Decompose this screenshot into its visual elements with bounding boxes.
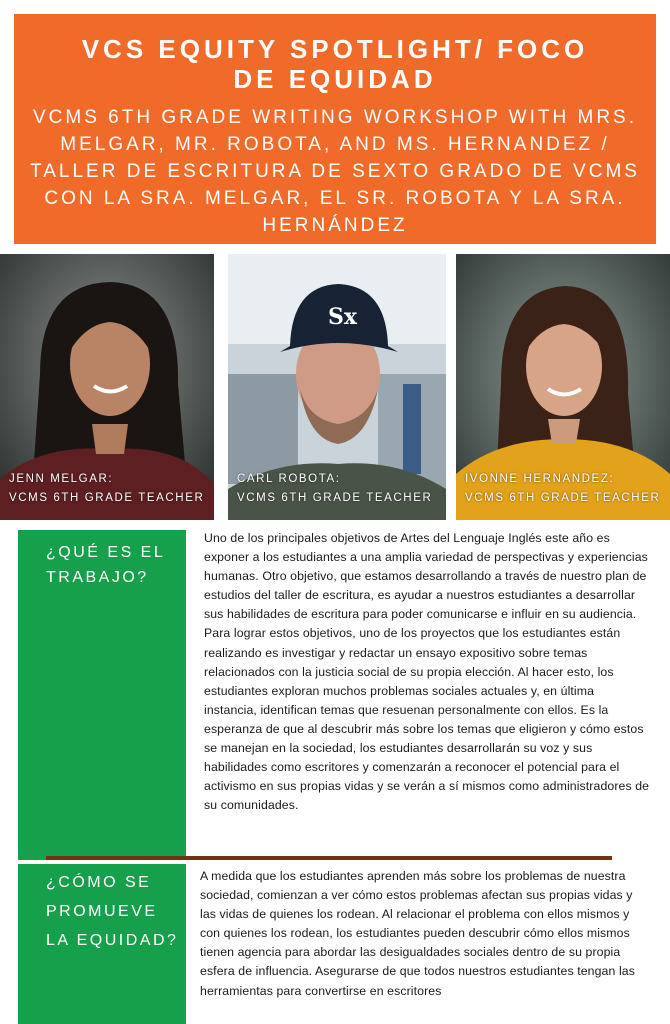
section-title-equity: ¿CÓMO SE PROMUEVE LA EQUIDAD? bbox=[46, 874, 179, 949]
section-body-work: Uno de los principales objetivos de Artes del Lenguaje Inglés este año es exponer a los estudiantes a una amplia variedad de perspectivas y experiencias humanas. Otro objetivo, que estamos desarrollando a través de nuestro plan de estudios del taller de escritura, es ayudar a nuestros estudiantes a desarrollar sus habilidades de escritura para poder comunicarse e influir en su audiencia. Para lograr estos objetivos, uno de los proyectos que los estudiantes están realizando es investigar y redactar un ensayo expositivo sobre temas relacionados con la justicia social de su propia elección. Al hacer esto, los estudiantes exploran muchos problemas sociales actuales y, en última instancia, identifican temas que resuenan personalmente con ellos. Es la esperanza de que al descubrir más sobre los temas que eligieron y cómo estos se manejan en la sociedad, los estudiantes desarrollarán su voz y sus habilidades como escritores y comenzarán a reconocer el potencial para el activismo en sus propias vidas y se verán a sí mismos como administradores de su comunidades. bbox=[204, 531, 650, 813]
teacher-photo-robota bbox=[228, 254, 446, 520]
header-banner bbox=[14, 14, 656, 244]
section-title-work: ¿QUÉ ES EL TRABAJO? bbox=[46, 544, 165, 586]
teacher-name: CARL ROBOTA: bbox=[237, 473, 341, 485]
cap-logo-icon: Sx bbox=[328, 304, 358, 330]
teacher-photo-hernandez bbox=[456, 254, 670, 520]
teacher-role: VCMS 6TH GRADE TEACHER bbox=[237, 492, 433, 504]
teacher-name: IVONNE HERNANDEZ: bbox=[465, 473, 615, 485]
teacher-role: VCMS 6TH GRADE TEACHER bbox=[465, 492, 661, 504]
section-body-equity: A medida que los estudiantes aprenden más sobre los problemas de nuestra sociedad, comienzan a ver cómo estos problemas afectan sus propias vidas y las vidas de quienes los rodean. Al relacionar el problema con ellos mismos y con quienes los rodean, los estudiantes pueden descubrir cómo ellos mismos tienen agencia para abordar las desigualdades sociales dentro de su propia esfera de influencia. Asegurarse de que todos nuestros estudiantes tengan las herramientas para convertirse en escritores bbox=[200, 869, 635, 998]
page-subtitle: VCMS 6TH GRADE WRITING WORKSHOP WITH MRS. MELGAR, MR. ROBOTA, AND MS. HERNANDEZ / TALLER DE ESCRITURA DE SEXTO GRADO DE VCMS CON LA SRA. MELGAR, EL SR. ROBOTA Y LA SRA. HERNÁNDEZ bbox=[30, 107, 640, 236]
teacher-photo-melgar bbox=[0, 254, 214, 520]
teacher-name: JENN MELGAR: bbox=[9, 473, 114, 485]
teacher-role: VCMS 6TH GRADE TEACHER bbox=[9, 492, 205, 504]
page-title: VCS EQUITY SPOTLIGHT/ FOCO DE EQUIDAD bbox=[81, 34, 589, 94]
section-divider bbox=[46, 856, 612, 860]
